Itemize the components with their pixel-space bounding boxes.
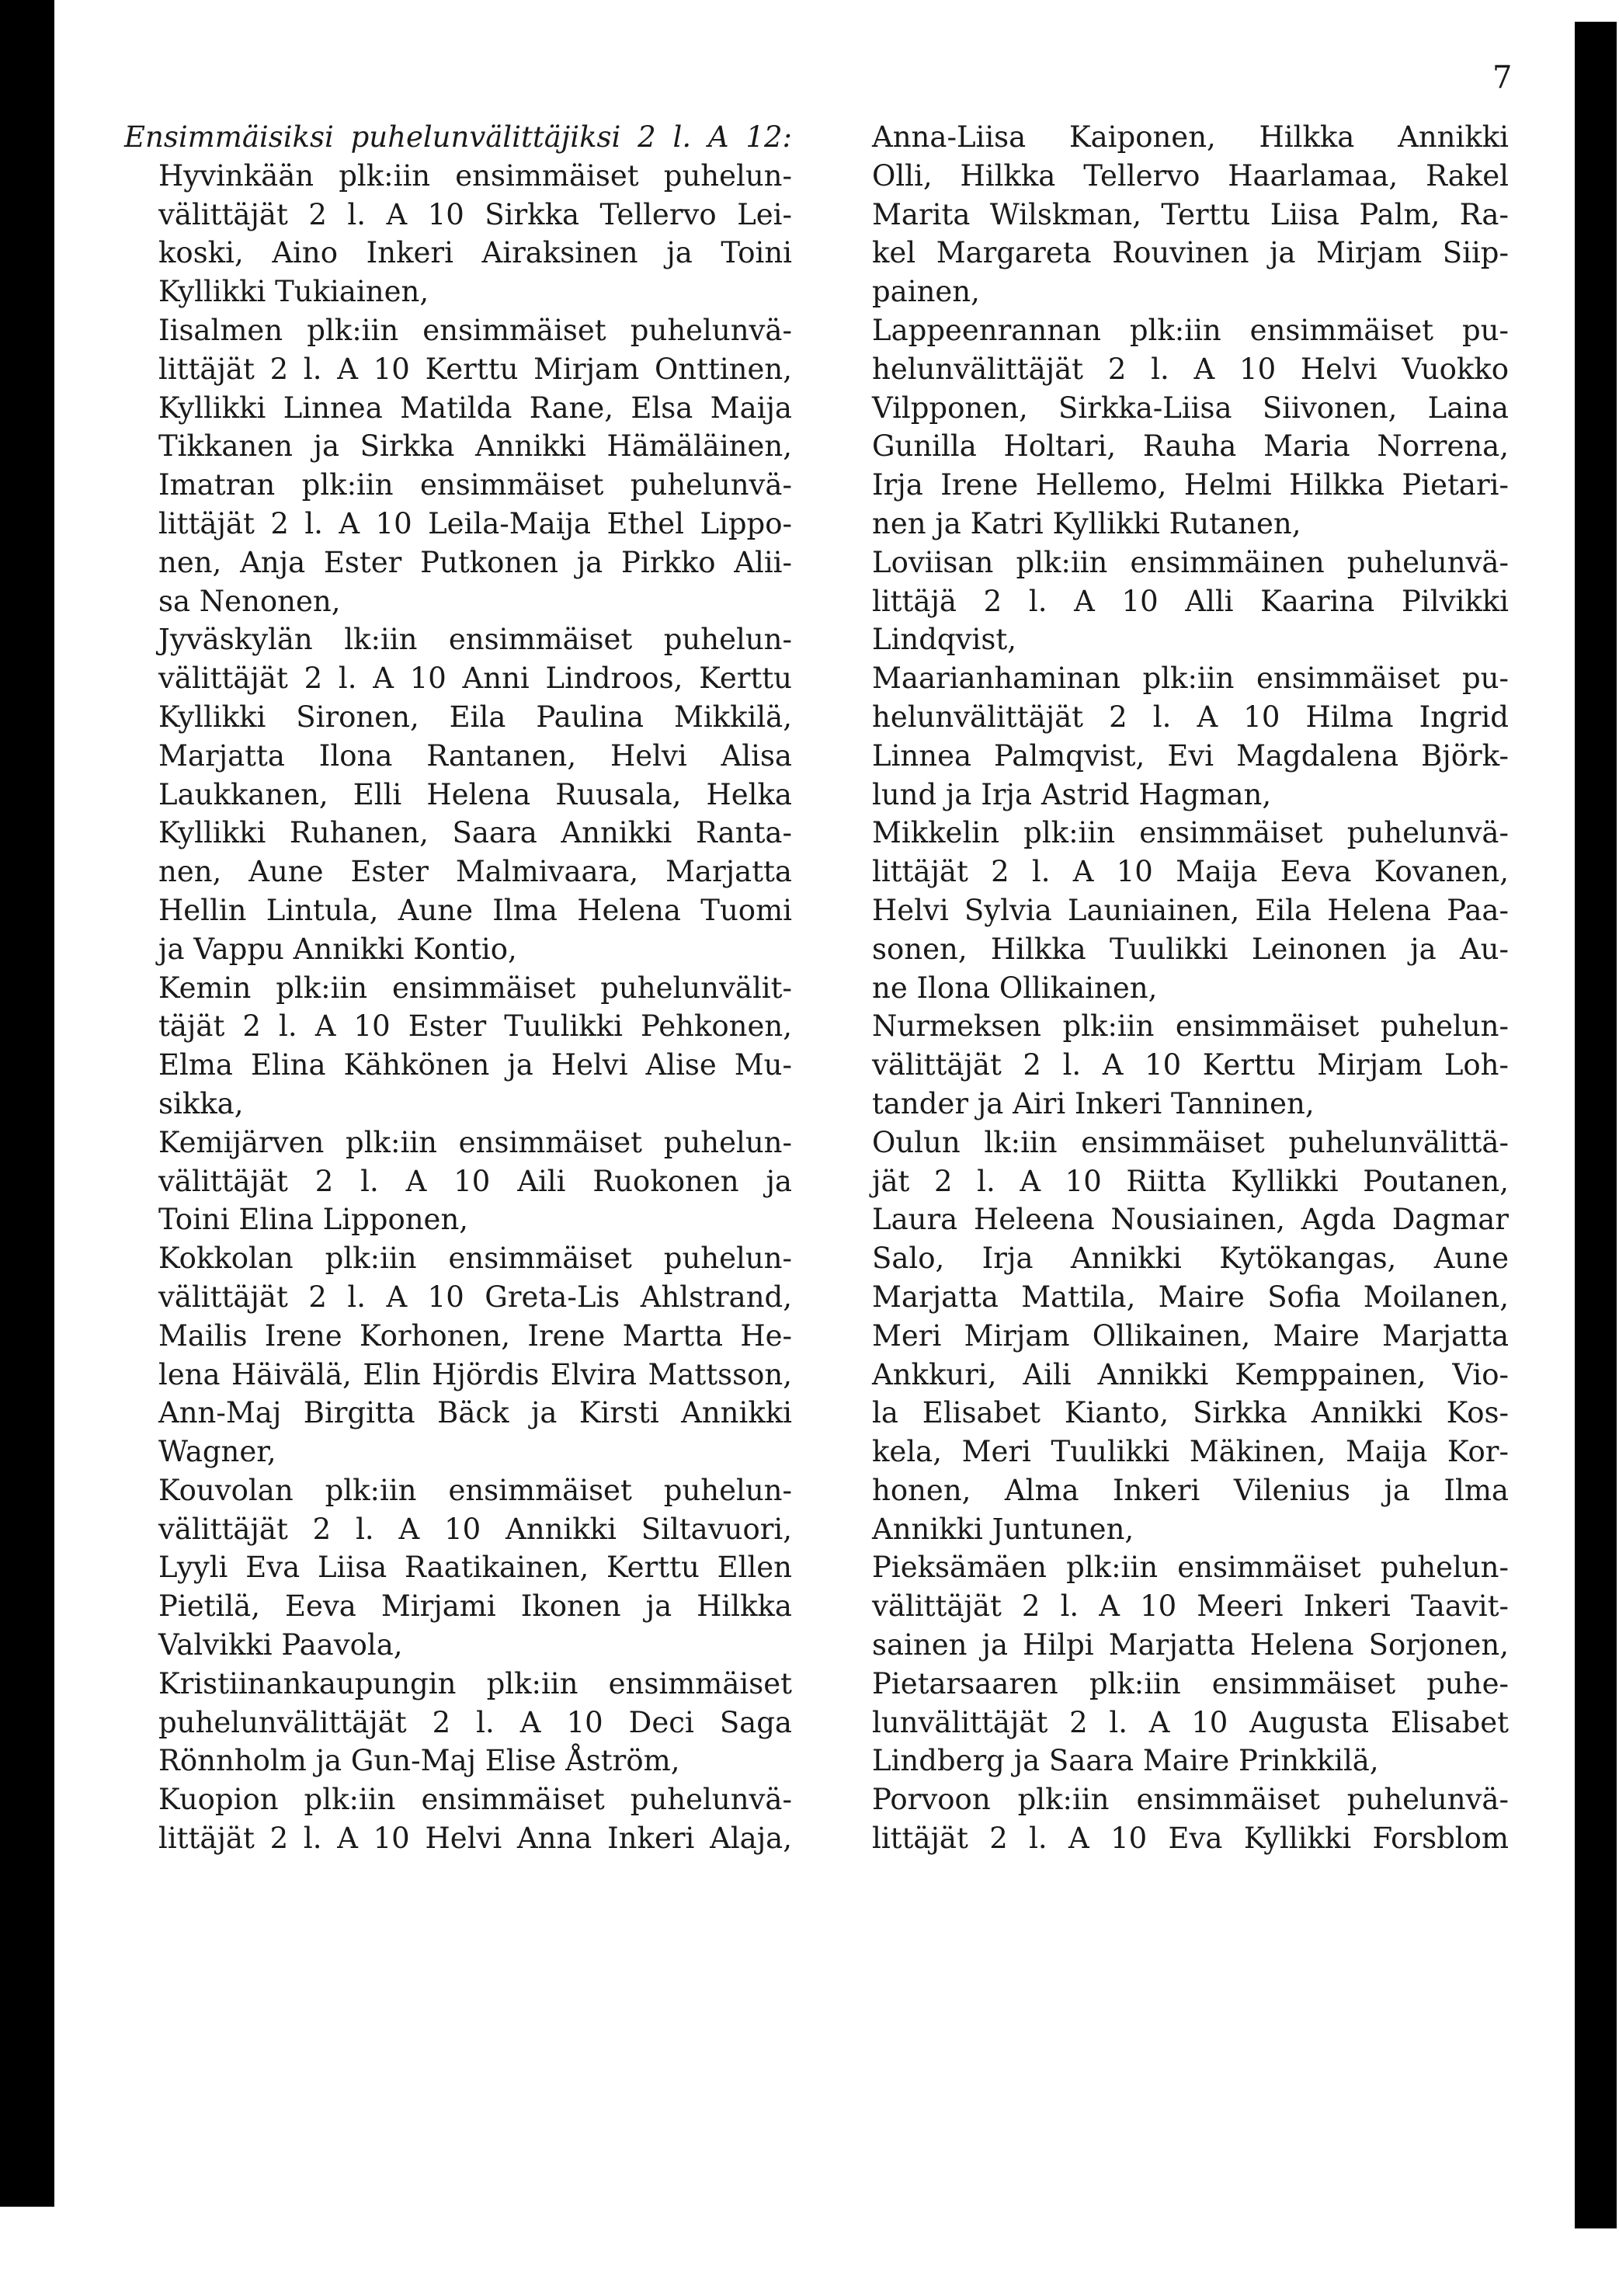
scan-edge-left bbox=[0, 0, 54, 2207]
text-line: Lindberg ja Saara Maire Prinkkilä, bbox=[872, 1744, 1379, 1778]
text-line: välittäjät 2 l. A 10 Sirkka Tellervo Lei- bbox=[158, 197, 792, 231]
text-line: Wagner, bbox=[158, 1435, 276, 1469]
text-line: Marita Wilskman, Terttu Liisa Palm, Ra- bbox=[872, 197, 1509, 231]
text-line: Annikki Juntunen, bbox=[872, 1512, 1134, 1546]
text-line: Elma Elina Kähkönen ja Helvi Alise Mu- bbox=[158, 1048, 792, 1082]
text-line: Ankkuri, Aili Annikki Kemppainen, Vio- bbox=[872, 1357, 1509, 1391]
text-line: Tikkanen ja Sirkka Annikki Hämäläinen, bbox=[158, 429, 792, 464]
text-column-left bbox=[124, 118, 792, 1858]
text-line: Lappeenrannan plk:iin ensimmäiset pu- bbox=[872, 313, 1509, 347]
text-line: Ann-Maj Birgitta Bäck ja Kirsti Annikki bbox=[158, 1396, 792, 1430]
text-line: Kyllikki Sironen, Eila Paulina Mikkilä, bbox=[158, 700, 792, 734]
text-line: Salo, Irja Annikki Kytökangas, Aune bbox=[872, 1242, 1509, 1276]
text-line: Pieksämäen plk:iin ensimmäiset puhelun- bbox=[872, 1551, 1509, 1585]
text-line: Hellin Lintula, Aune Ilma Helena Tuomi bbox=[158, 893, 792, 927]
text-line: Kuopion plk:iin ensimmäiset puhelunvä- bbox=[158, 1783, 792, 1817]
text-line: välittäjät 2 l. A 10 Meeri Inkeri Taavit- bbox=[872, 1589, 1509, 1624]
text-line: helunvälittäjät 2 l. A 10 Helvi Vuokko bbox=[872, 352, 1509, 386]
text-line: Pietilä, Eeva Mirjami Ikonen ja Hilkka bbox=[158, 1589, 792, 1624]
text-line: ja Vappu Annikki Kontio, bbox=[158, 932, 517, 966]
text-line: nen, Aune Ester Malmivaara, Marjatta bbox=[158, 855, 792, 889]
text-line: sonen, Hilkka Tuulikki Leinonen ja Au- bbox=[872, 932, 1509, 966]
text-line: Irja Irene Hellemo, Helmi Hilkka Pietari- bbox=[872, 468, 1509, 502]
text-line: Loviisan plk:iin ensimmäinen puhelunvä- bbox=[872, 545, 1509, 579]
text-line: sa Nenonen, bbox=[158, 584, 341, 618]
text-line: Marjatta Ilona Rantanen, Helvi Alisa bbox=[158, 738, 792, 773]
text-line: Laukkanen, Elli Helena Ruusala, Helka bbox=[158, 777, 792, 811]
text-line: Vilpponen, Sirkka-Liisa Siivonen, Laina bbox=[872, 391, 1509, 425]
text-line: Mailis Irene Korhonen, Irene Martta He- bbox=[158, 1318, 792, 1353]
text-line: Kemijärven plk:iin ensimmäiset puhelun- bbox=[158, 1125, 792, 1159]
text-line: jät 2 l. A 10 Riitta Kyllikki Poutanen, bbox=[872, 1164, 1509, 1198]
text-line: Kyllikki Tukiainen, bbox=[158, 275, 429, 309]
section-heading: Ensimmäisiksi puhelunvälittäjiksi 2 l. A 12: bbox=[124, 120, 792, 154]
text-line: nen ja Katri Kyllikki Rutanen, bbox=[872, 506, 1301, 540]
text-line: littäjät 2 l. A 10 Leila-Maija Ethel Lippo- bbox=[158, 506, 792, 540]
text-line: Hyvinkään plk:iin ensimmäiset puhelun- bbox=[158, 158, 792, 193]
text-line: littäjä 2 l. A 10 Alli Kaarina Pilvikki bbox=[872, 584, 1509, 618]
text-line: Helvi Sylvia Launiainen, Eila Helena Paa- bbox=[872, 893, 1509, 927]
text-line: Kristiinankaupungin plk:iin ensimmäiset bbox=[158, 1666, 792, 1700]
text-line: littäjät 2 l. A 10 Maija Eeva Kovanen, bbox=[872, 855, 1509, 889]
text-line: honen, Alma Inkeri Vilenius ja Ilma bbox=[872, 1473, 1509, 1507]
text-line: littäjät 2 l. A 10 Eva Kyllikki Forsblom bbox=[872, 1822, 1509, 1856]
text-line: nen, Anja Ester Putkonen ja Pirkko Alii- bbox=[158, 545, 792, 579]
text-line: Meri Mirjam Ollikainen, Maire Marjatta bbox=[872, 1318, 1509, 1353]
page-number: 7 bbox=[1492, 60, 1513, 96]
text-line: Jyväskylän lk:iin ensimmäiset puhelun- bbox=[158, 623, 792, 657]
text-line: täjät 2 l. A 10 Ester Tuulikki Pehkonen, bbox=[158, 1009, 792, 1044]
text-line: Lindqvist, bbox=[872, 623, 1016, 657]
text-line: välittäjät 2 l. A 10 Anni Lindroos, Kerttu bbox=[158, 662, 792, 696]
text-line: sikka, bbox=[158, 1086, 244, 1120]
text-line: Kyllikki Linnea Matilda Rane, Elsa Maija bbox=[158, 391, 792, 425]
text-line: Iisalmen plk:iin ensimmäiset puhelunvä- bbox=[158, 313, 792, 347]
text-line: Maarianhaminan plk:iin ensimmäiset pu- bbox=[872, 662, 1509, 696]
text-line: Kokkolan plk:iin ensimmäiset puhelun- bbox=[158, 1242, 792, 1276]
text-line: Pietarsaaren plk:iin ensimmäiset puhe- bbox=[872, 1666, 1509, 1700]
text-line: Marjatta Mattila, Maire Sofia Moilanen, bbox=[872, 1280, 1509, 1314]
text-line: välittäjät 2 l. A 10 Annikki Siltavuori, bbox=[158, 1512, 792, 1546]
text-line: Anna-Liisa Kaiponen, Hilkka Annikki bbox=[872, 120, 1509, 154]
text-line: Rönnholm ja Gun-Maj Elise Åström, bbox=[158, 1744, 680, 1778]
text-line: Oulun lk:iin ensimmäiset puhelunvälittä- bbox=[872, 1125, 1509, 1159]
text-line: Olli, Hilkka Tellervo Haarlamaa, Rakel bbox=[872, 158, 1509, 193]
text-line: Kyllikki Ruhanen, Saara Annikki Ranta- bbox=[158, 816, 792, 850]
text-line: la Elisabet Kianto, Sirkka Annikki Kos- bbox=[872, 1396, 1509, 1430]
text-line: Nurmeksen plk:iin ensimmäiset puhelun- bbox=[872, 1009, 1509, 1044]
text-line: helunvälittäjät 2 l. A 10 Hilma Ingrid bbox=[872, 700, 1509, 734]
text-line: tander ja Airi Inkeri Tanninen, bbox=[872, 1086, 1315, 1120]
text-line: välittäjät 2 l. A 10 Greta-Lis Ahlstrand, bbox=[158, 1280, 792, 1314]
text-line: ne Ilona Ollikainen, bbox=[872, 971, 1158, 1005]
text-line: Valvikki Paavola, bbox=[158, 1628, 403, 1662]
text-line: painen, bbox=[872, 275, 980, 309]
text-line: Laura Heleena Nousiainen, Agda Dagmar bbox=[872, 1203, 1509, 1237]
text-line: kel Margareta Rouvinen ja Mirjam Siip- bbox=[872, 236, 1509, 270]
text-line: littäjät 2 l. A 10 Kerttu Mirjam Onttinen, bbox=[158, 352, 792, 386]
text-line: lund ja Irja Astrid Hagman, bbox=[872, 777, 1272, 811]
text-line: littäjät 2 l. A 10 Helvi Anna Inkeri Alaja, bbox=[158, 1822, 792, 1856]
text-line: Imatran plk:iin ensimmäiset puhelunvä- bbox=[158, 468, 792, 502]
text-line: Lyyli Eva Liisa Raatikainen, Kerttu Ellen bbox=[158, 1551, 792, 1585]
text-line: lena Häivälä, Elin Hjördis Elvira Mattsson, bbox=[158, 1357, 792, 1391]
text-line: Toini Elina Lipponen, bbox=[158, 1203, 469, 1237]
text-line: puhelunvälittäjät 2 l. A 10 Deci Saga bbox=[158, 1705, 792, 1739]
text-line: Porvoon plk:iin ensimmäiset puhelunvä- bbox=[872, 1783, 1509, 1817]
text-line: Gunilla Holtari, Rauha Maria Norrena, bbox=[872, 429, 1509, 464]
text-line: välittäjät 2 l. A 10 Aili Ruokonen ja bbox=[158, 1164, 792, 1198]
text-line: Mikkelin plk:iin ensimmäiset puhelunvä- bbox=[872, 816, 1509, 850]
text-column-right bbox=[872, 118, 1509, 1858]
text-line: koski, Aino Inkeri Airaksinen ja Toini bbox=[158, 236, 792, 270]
text-line: lunvälittäjät 2 l. A 10 Augusta Elisabet bbox=[872, 1705, 1509, 1739]
text-line: kela, Meri Tuulikki Mäkinen, Maija Kor- bbox=[872, 1435, 1509, 1469]
text-line: välittäjät 2 l. A 10 Kerttu Mirjam Loh- bbox=[872, 1048, 1509, 1082]
text-line: Kemin plk:iin ensimmäiset puhelunvälit- bbox=[158, 971, 792, 1005]
text-line: sainen ja Hilpi Marjatta Helena Sorjonen, bbox=[872, 1628, 1509, 1662]
text-line: Linnea Palmqvist, Evi Magdalena Björk- bbox=[872, 738, 1509, 773]
scan-edge-right bbox=[1575, 22, 1617, 2228]
text-line: Kouvolan plk:iin ensimmäiset puhelun- bbox=[158, 1473, 792, 1507]
